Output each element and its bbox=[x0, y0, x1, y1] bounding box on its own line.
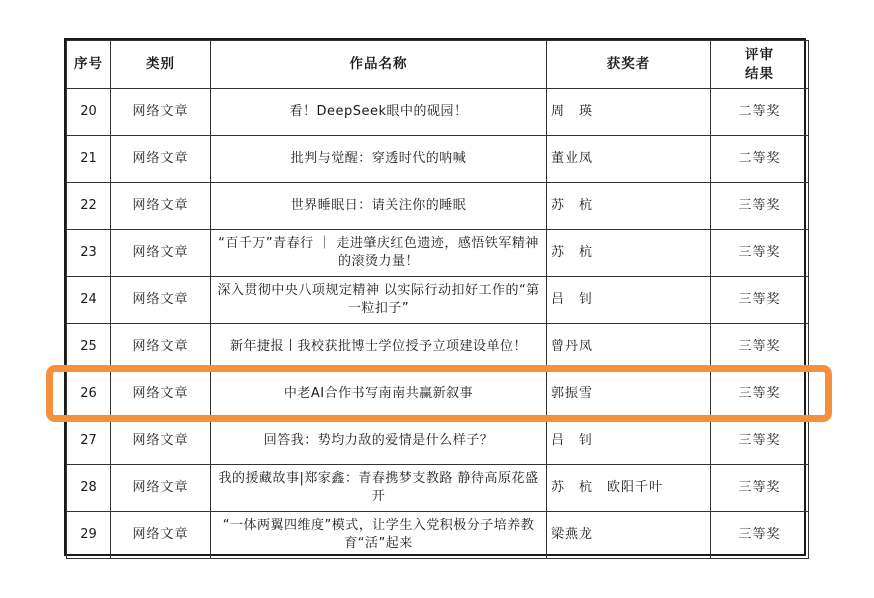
cell-no: 29 bbox=[67, 512, 111, 559]
cell-no: 24 bbox=[67, 277, 111, 324]
cell-winner: 周 瑛 bbox=[547, 89, 711, 136]
cell-winner: 吕 钊 bbox=[547, 277, 711, 324]
table-body bbox=[67, 89, 809, 559]
cell-result: 三等奖 bbox=[711, 512, 809, 559]
cell-result: 三等奖 bbox=[711, 277, 809, 324]
cell-result: 三等奖 bbox=[711, 230, 809, 277]
cell-work: 深入贯彻中央八项规定精神 以实际行动扣好工作的“第一粒扣子” bbox=[211, 277, 547, 324]
cell-category: 网络文章 bbox=[111, 230, 211, 277]
cell-winner: 董业凤 bbox=[547, 136, 711, 183]
cell-work: 中老AI合作书写南南共赢新叙事 bbox=[211, 371, 547, 418]
cell-work: “一体两翼四维度”模式，让学生入党积极分子培养教育“活”起来 bbox=[211, 512, 547, 559]
cell-result: 二等奖 bbox=[711, 89, 809, 136]
cell-result: 三等奖 bbox=[711, 465, 809, 512]
table-row bbox=[67, 230, 809, 277]
cell-category: 网络文章 bbox=[111, 324, 211, 371]
cell-winner: 吕 钊 bbox=[547, 418, 711, 465]
cell-winner: 苏 杭 bbox=[547, 230, 711, 277]
cell-category: 网络文章 bbox=[111, 465, 211, 512]
table-row bbox=[67, 277, 809, 324]
cell-category: 网络文章 bbox=[111, 418, 211, 465]
award-table bbox=[66, 40, 809, 559]
cell-no: 25 bbox=[67, 324, 111, 371]
cell-no: 20 bbox=[67, 89, 111, 136]
header-result bbox=[711, 41, 809, 89]
cell-work: 回答我：势均力敌的爱情是什么样子？ bbox=[211, 418, 547, 465]
cell-result: 三等奖 bbox=[711, 371, 809, 418]
header-no: 序号 bbox=[67, 41, 111, 89]
table-row bbox=[67, 136, 809, 183]
cell-result: 三等奖 bbox=[711, 183, 809, 230]
table-row bbox=[67, 418, 809, 465]
cell-no: 28 bbox=[67, 465, 111, 512]
cell-work: 批判与觉醒：穿透时代的呐喊 bbox=[211, 136, 547, 183]
cell-work: 新年捷报丨我校获批博士学位授予立项建设单位！ bbox=[211, 324, 547, 371]
cell-work: 世界睡眠日：请关注你的睡眠 bbox=[211, 183, 547, 230]
cell-winner: 郭振雪 bbox=[547, 371, 711, 418]
cell-work: 看！DeepSeek眼中的砚园！ bbox=[211, 89, 547, 136]
cell-winner: 苏 杭 欧阳千叶 bbox=[547, 465, 711, 512]
table-header-row bbox=[67, 41, 809, 89]
cell-winner: 苏 杭 bbox=[547, 183, 711, 230]
cell-work: “百千万”青春行 ｜ 走进肇庆红色遗迹，感悟铁军精神的滚烫力量！ bbox=[211, 230, 547, 277]
cell-no: 22 bbox=[67, 183, 111, 230]
cell-work: 我的援藏故事|郑家鑫：青春携梦支教路 静待高原花盛开 bbox=[211, 465, 547, 512]
cell-result: 三等奖 bbox=[711, 418, 809, 465]
cell-no: 23 bbox=[67, 230, 111, 277]
cell-category: 网络文章 bbox=[111, 136, 211, 183]
cell-result: 二等奖 bbox=[711, 136, 809, 183]
cell-category: 网络文章 bbox=[111, 371, 211, 418]
cell-category: 网络文章 bbox=[111, 89, 211, 136]
cell-winner: 梁燕龙 bbox=[547, 512, 711, 559]
cell-winner: 曾丹凤 bbox=[547, 324, 711, 371]
header-result-line2: 结果 bbox=[745, 65, 774, 82]
header-category: 类别 bbox=[111, 41, 211, 89]
table-row bbox=[67, 89, 809, 136]
award-table-container bbox=[64, 38, 806, 556]
cell-category: 网络文章 bbox=[111, 277, 211, 324]
header-winner: 获奖者 bbox=[547, 41, 711, 89]
cell-no: 26 bbox=[67, 371, 111, 418]
table-row bbox=[67, 324, 809, 371]
header-result-line1: 评审 bbox=[745, 47, 774, 64]
table-row bbox=[67, 465, 809, 512]
cell-category: 网络文章 bbox=[111, 512, 211, 559]
table-row bbox=[67, 512, 809, 559]
table-row-highlighted bbox=[67, 371, 809, 418]
cell-no: 27 bbox=[67, 418, 111, 465]
header-work: 作品名称 bbox=[211, 41, 547, 89]
cell-category: 网络文章 bbox=[111, 183, 211, 230]
cell-no: 21 bbox=[67, 136, 111, 183]
cell-result: 三等奖 bbox=[711, 324, 809, 371]
table-row bbox=[67, 183, 809, 230]
